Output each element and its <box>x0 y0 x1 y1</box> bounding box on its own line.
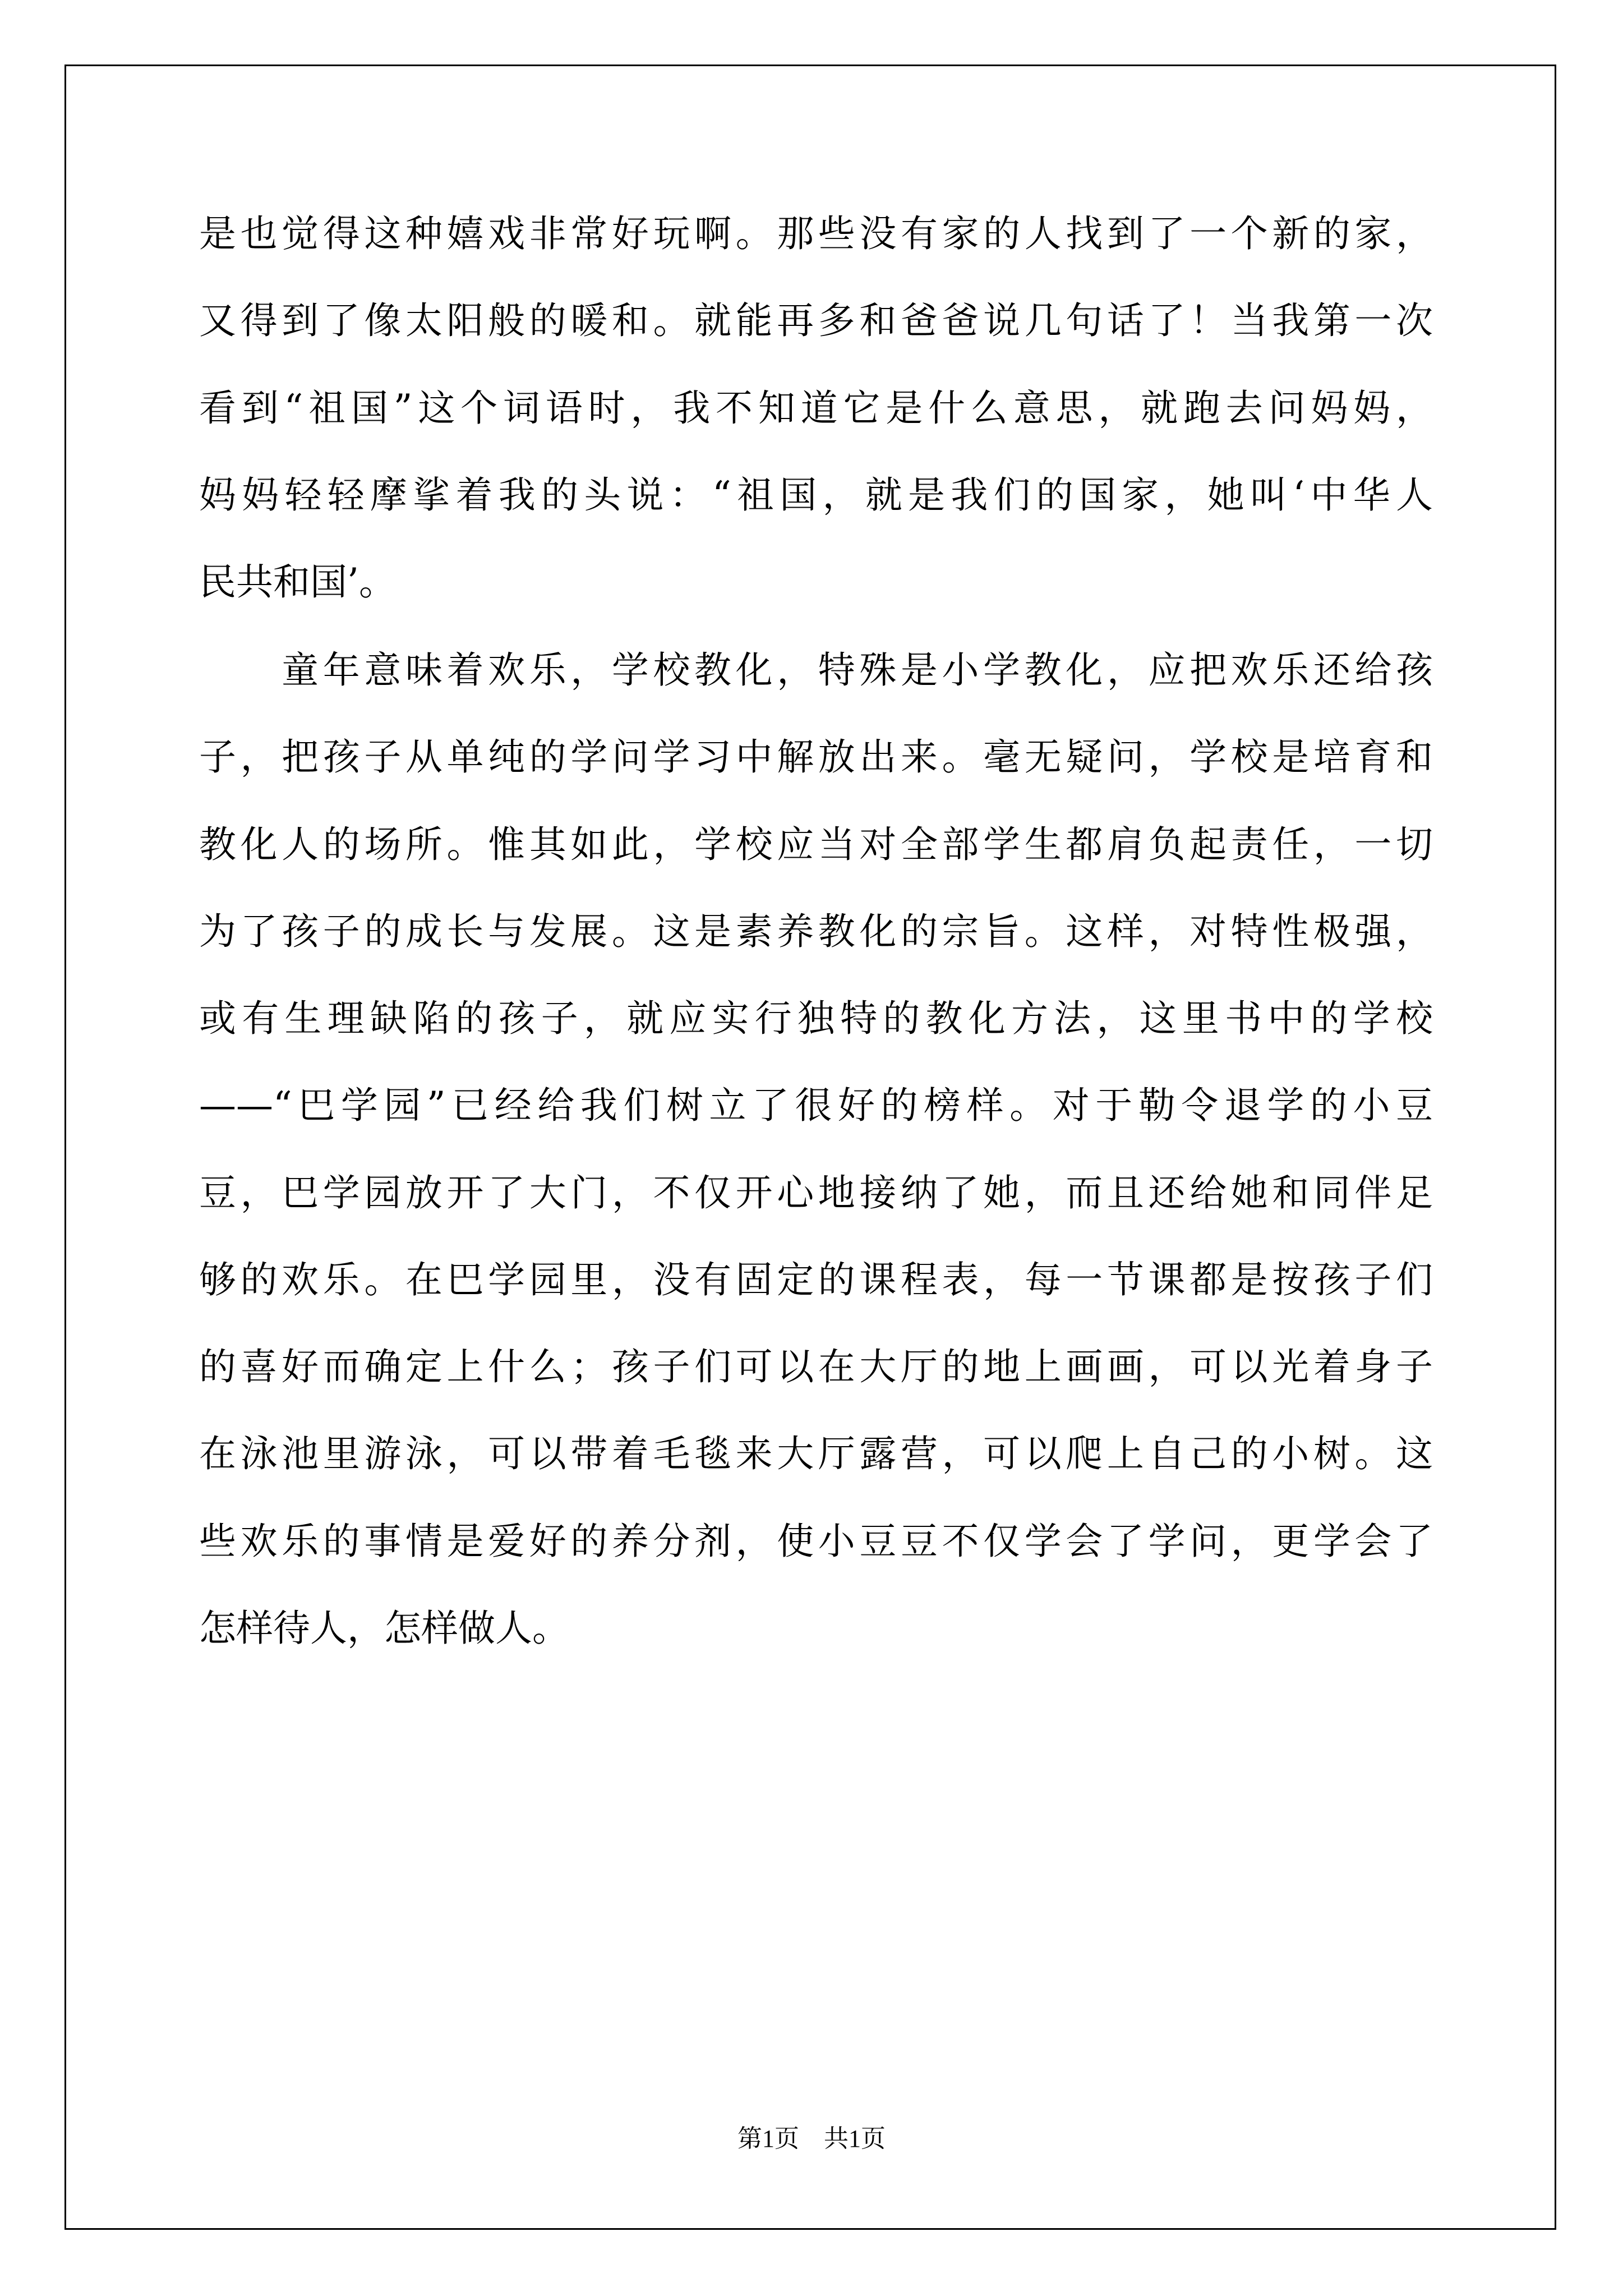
text-line: 童年意味着欢乐，学校教化，特殊是小学教化，应把欢乐还给孩 <box>199 648 1433 692</box>
page-footer: 第1页 共1页 <box>737 2125 886 2152</box>
text-line: 民共和国’。 <box>199 560 396 604</box>
text-line: ——“巴学园”已经给我们树立了很好的榜样。对于勒令退学的小豆 <box>199 1084 1433 1127</box>
text-line: 子，把孩子从单纯的学问学习中解放出来。毫无疑问，学校是培育和 <box>199 735 1433 779</box>
text-line: 或有生理缺陷的孩子，就应实行独特的教化方法，这里书中的学校 <box>199 997 1433 1040</box>
text-line: 又得到了像太阳般的暖和。就能再多和爸爸说几句话了！当我第一次 <box>199 299 1433 342</box>
text-line: 够的欢乐。在巴学园里，没有固定的课程表，每一节课都是按孩子们 <box>199 1258 1433 1301</box>
text-line: 豆，巴学园放开了大门，不仅开心地接纳了她，而且还给她和同伴足 <box>199 1171 1433 1214</box>
text-line: 怎样待人，怎样做人。 <box>199 1607 569 1650</box>
text-line: 为了孩子的成长与发展。这是素养教化的宗旨。这样，对特性极强， <box>199 910 1433 953</box>
text-line: 看到“祖国”这个词语时，我不知道它是什么意思，就跑去问妈妈， <box>199 386 1433 430</box>
text-line: 在泳池里游泳，可以带着毛毯来大厅露营，可以爬上自己的小树。这 <box>199 1432 1433 1475</box>
text-line: 的喜好而确定上什么；孩子们可以在大厅的地上画画，可以光着身子 <box>199 1345 1433 1388</box>
text-line: 妈妈轻轻摩挲着我的头说：“祖国，就是我们的国家，她叫‘中华人 <box>199 473 1433 517</box>
text-line: 是也觉得这种嬉戏非常好玩啊。那些没有家的人找到了一个新的家， <box>199 212 1433 255</box>
text-line: 些欢乐的事情是爱好的养分剂，使小豆豆不仅学会了学问，更学会了 <box>199 1520 1433 1563</box>
text-line: 教化人的场所。惟其如此，学校应当对全部学生都肩负起责任，一切 <box>199 823 1433 866</box>
